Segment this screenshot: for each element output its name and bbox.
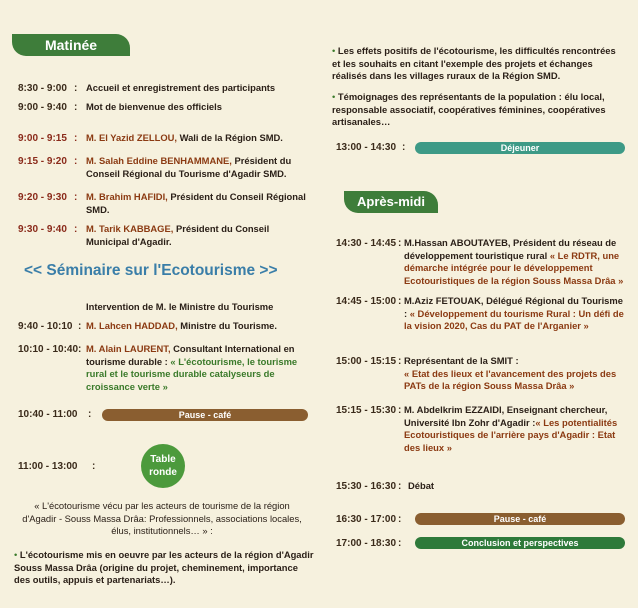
speaker-role: Président du Conseil Municipal d'Agadir. <box>86 223 270 247</box>
colon: : <box>74 192 78 203</box>
lunch-bar: Déjeuner <box>415 142 625 154</box>
seminar-title: << Séminaire sur l'Ecotourisme >> <box>24 262 278 279</box>
agenda-text <box>404 237 626 287</box>
bullet-text: Témoignages des représentants de la population : élu local, responsable associatif, coopératives féminines, coopératives artisanales… <box>332 91 606 127</box>
time-slot: 8:30 - 9:00 <box>18 83 67 94</box>
time-slot: 16:30 - 17:00 <box>336 514 397 525</box>
agenda-text <box>86 191 308 216</box>
colon: : <box>74 83 78 94</box>
bullet-text: Les effets positifs de l'écotourisme, les difficultés rencontrées et les souhaits en citant l'exemple des projets et échanges réalisés dans les villages ruraux de la Région SMD. <box>332 45 616 81</box>
bullet-icon: • <box>14 549 20 560</box>
speaker-role: Enseignant chercheur, Université Ibn Zohr d'Agadir : <box>404 404 608 428</box>
time-slot: 17:00 - 18:30 <box>336 538 397 549</box>
coffee-break-bar: Pause - café <box>102 409 308 421</box>
speaker-name: Représentant de la SMIT : <box>404 355 519 366</box>
colon: : <box>74 102 78 113</box>
talk-title: « Etat des lieux et l'avancement des projets des PATs de la région Souss Massa Drâa » <box>404 367 617 391</box>
agenda-text <box>404 355 626 393</box>
colon: : <box>74 156 78 167</box>
round-table-quote: « L'écotourisme vécu par les acteurs de tourisme de la région d'Agadir - Souss Massa Drâa: Professionnels, associations locales, élus, institutionnels… » : <box>22 500 302 536</box>
talk-title: « Les potentialités Ecotouristiques de l'arrière pays d'Agadir : Etat des lieux » <box>404 416 618 453</box>
round-table-badge: Table ronde <box>141 444 185 488</box>
conclusion-bar: Conclusion et perspectives <box>415 537 625 549</box>
agenda-text <box>86 155 308 180</box>
speaker-role: Délégué Régional du Tourisme : <box>404 295 623 319</box>
time-slot: 15:15 - 15:30 <box>336 405 397 416</box>
time-slot: 14:30 - 14:45 <box>336 238 397 249</box>
agenda-text <box>86 223 308 248</box>
speaker-name: M. Brahim HAFIDI, <box>86 191 168 202</box>
time-slot: 15:30 - 16:30 <box>336 481 397 492</box>
colon: : <box>398 514 402 525</box>
apres-midi-header: Après-midi <box>344 191 438 213</box>
speaker-role: Président du réseau de développement touristique rural <box>404 237 617 261</box>
agenda-text <box>404 404 626 454</box>
colon: : <box>78 344 82 355</box>
time-slot: 9:15 - 9:20 <box>18 156 67 167</box>
agenda-text <box>404 295 626 333</box>
time-slot: 10:10 - 10:40 <box>18 344 79 355</box>
time-slot: 9:20 - 9:30 <box>18 192 67 203</box>
time-slot: 15:00 - 15:15 <box>336 356 397 367</box>
bullet-text: L'écotourisme mis en oeuvre par les acteurs de la région d'Agadir Souss Massa Drâa (origine du projet, cheminement, importance des outils, appuis et partenariats…). <box>14 549 314 585</box>
agenda-text <box>86 320 316 333</box>
speaker-name: M.Hassan ABOUTAYEB, <box>404 237 511 248</box>
colon: : <box>88 409 92 420</box>
matinee-header: Matinée <box>12 34 130 56</box>
bullet-icon: • <box>332 91 338 102</box>
colon: : <box>398 481 402 492</box>
speaker-name: M. Alain LAURENT, <box>86 343 171 354</box>
time-slot: 11:00 - 13:00 <box>18 461 78 472</box>
colon: : <box>402 142 406 153</box>
speaker-role: Wali de la Région SMD. <box>176 132 283 143</box>
colon: : <box>78 321 82 332</box>
colon: : <box>92 461 96 472</box>
agenda-text <box>86 343 308 393</box>
minister-heading: Intervention de M. le Ministre du Tourisme <box>86 301 274 312</box>
speaker-role: Consultant International en tourisme durable : <box>86 343 295 367</box>
speaker-name: M. El Yazid ZELLOU, <box>86 132 177 143</box>
colon: : <box>398 405 402 416</box>
colon: : <box>74 133 78 144</box>
time-slot: 10:40 - 11:00 <box>18 409 78 420</box>
agenda-text: Mot de bienvenue des officiels <box>86 101 222 112</box>
time-slot: 9:40 - 10:10 <box>18 321 73 332</box>
speaker-role: Ministre du Tourisme. <box>177 320 277 331</box>
agenda-text <box>86 132 308 145</box>
time-slot: 9:00 - 9:40 <box>18 102 67 113</box>
agenda-text: Accueil et enregistrement des participants <box>86 82 276 93</box>
time-slot: 9:30 - 9:40 <box>18 224 67 235</box>
colon: : <box>398 238 402 249</box>
speaker-name: M. Lahcen HADDAD, <box>86 320 178 331</box>
talk-title: « Développement du tourisme Rural : Un défi de la vision 2020, Cas du PAT de l'Arganier » <box>404 307 624 331</box>
colon: : <box>398 538 402 549</box>
time-slot: 13:00 - 14:30 <box>336 142 397 153</box>
colon: : <box>74 224 78 235</box>
time-slot: 14:45 - 15:00 <box>336 296 397 307</box>
speaker-name: M. Abdelkrim EZZAIDI, <box>404 404 505 415</box>
bullet-item <box>332 91 622 129</box>
talk-title: « L'écotourisme, le tourisme rural et le tourisme durable catalyseurs de croissance verte » <box>86 355 298 392</box>
bullet-icon: • <box>332 45 338 56</box>
bullet-item <box>14 549 314 587</box>
agenda-text: Débat <box>408 480 435 491</box>
speaker-name: M. Tarik KABBAGE, <box>86 223 174 234</box>
time-slot: 9:00 - 9:15 <box>18 133 67 144</box>
talk-title: « Le RDTR, une démarche intégrée pour le développement Ecotouristiques de la région Souss Massa Drâa » <box>404 249 624 286</box>
colon: : <box>398 296 402 307</box>
speaker-role: Président du Conseil Régional SMD. <box>86 191 306 215</box>
speaker-role: Président du Conseil Régional du Tourisme d'Agadir SMD. <box>86 155 292 179</box>
speaker-name: M.Aziz FETOUAK, <box>404 295 484 306</box>
bullet-item <box>332 45 626 83</box>
coffee-break-bar: Pause - café <box>415 513 625 525</box>
colon: : <box>398 356 402 367</box>
speaker-name: M. Salah Eddine BENHAMMANE, <box>86 155 232 166</box>
